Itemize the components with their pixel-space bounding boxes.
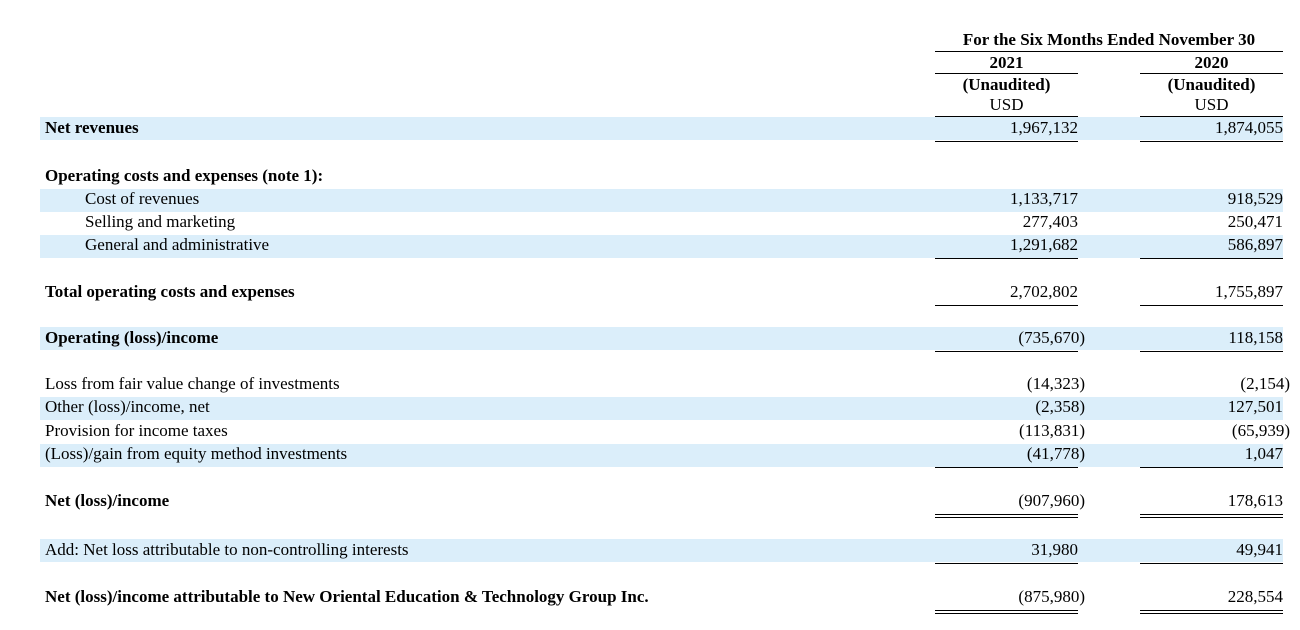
col2-year: 2020 <box>1194 53 1229 72</box>
net-income-rule-2b <box>1140 517 1283 518</box>
fair-value-loss-2021: (14,323) <box>1026 374 1085 393</box>
fair-value-loss-2020: (2,154) <box>1240 374 1290 393</box>
col2-currency: USD <box>1194 95 1229 114</box>
total-opex-rule-2 <box>1140 305 1283 306</box>
net-revenues-rule-1 <box>935 141 1078 142</box>
net-revenues-label: Net revenues <box>45 118 139 137</box>
nci-rule-1 <box>935 563 1078 564</box>
net-revenues-rule-2 <box>1140 141 1283 142</box>
total-opex-label: Total operating costs and expenses <box>45 282 295 301</box>
equity-method-2020: 1,047 <box>1244 444 1283 463</box>
general-admin-2021: 1,291,682 <box>1010 235 1078 254</box>
selling-marketing-label: Selling and marketing <box>85 212 236 231</box>
total-opex-rule-1 <box>935 305 1078 306</box>
nci-2021: 31,980 <box>1031 540 1078 559</box>
net-attrib-rule-2b <box>1140 613 1283 614</box>
general-admin-2020: 586,897 <box>1227 235 1283 254</box>
band-net-revenues <box>40 117 1283 140</box>
net-income-rule-1b <box>935 517 1078 518</box>
period-title: For the Six Months Ended November 30 <box>962 30 1256 49</box>
period-title-underline <box>935 51 1283 52</box>
col2-audit: (Unaudited) <box>1167 75 1256 94</box>
net-attrib-rule-1b <box>935 613 1078 614</box>
equity-method-2021: (41,778) <box>1026 444 1085 463</box>
cost-of-revenues-2020: 918,529 <box>1227 189 1283 208</box>
other-income-label: Other (loss)/income, net <box>45 397 210 416</box>
col1-header-underline <box>935 116 1078 117</box>
net-income-2020: 178,613 <box>1227 491 1283 510</box>
operating-income-label: Operating (loss)/income <box>45 328 219 347</box>
net-income-rule-2a <box>1140 514 1283 515</box>
net-attrib-rule-1a <box>935 610 1078 611</box>
net-revenues-2020: 1,874,055 <box>1215 118 1283 137</box>
equity-method-rule-1 <box>935 467 1078 468</box>
operating-income-2020: 118,158 <box>1228 328 1283 347</box>
nci-rule-2 <box>1140 563 1283 564</box>
col2-header-underline <box>1140 116 1283 117</box>
operating-income-rule-1 <box>935 351 1078 352</box>
income-taxes-label: Provision for income taxes <box>45 421 228 440</box>
total-opex-2021: 2,702,802 <box>1010 282 1078 301</box>
cost-of-revenues-label: Cost of revenues <box>85 189 200 208</box>
net-revenues-2021: 1,967,132 <box>1010 118 1078 137</box>
net-attrib-2020: 228,554 <box>1227 587 1283 606</box>
other-income-2020: 127,501 <box>1227 397 1283 416</box>
net-attrib-label: Net (loss)/income attributable to New Oriental Education & Technology Group Inc. <box>45 587 649 606</box>
cost-of-revenues-2021: 1,133,717 <box>1010 189 1078 208</box>
col1-audit: (Unaudited) <box>962 75 1051 94</box>
general-admin-rule-2 <box>1140 258 1283 259</box>
general-admin-label: General and administrative <box>85 235 270 254</box>
col2-year-underline <box>1140 73 1283 74</box>
col1-year: 2021 <box>989 53 1024 72</box>
col1-year-underline <box>935 73 1078 74</box>
total-opex-2020: 1,755,897 <box>1215 282 1283 301</box>
general-admin-rule-1 <box>935 258 1078 259</box>
selling-marketing-2020: 250,471 <box>1227 212 1283 231</box>
net-attrib-2021: (875,980) <box>1018 587 1085 606</box>
income-taxes-2020: (65,939) <box>1231 421 1290 440</box>
band-operating-income <box>40 327 1283 350</box>
operating-income-rule-2 <box>1140 351 1283 352</box>
other-income-2021: (2,358) <box>1035 397 1085 416</box>
opex-heading: Operating costs and expenses (note 1): <box>45 166 324 185</box>
equity-method-label: (Loss)/gain from equity method investments <box>45 444 348 463</box>
income-taxes-2021: (113,831) <box>1019 421 1085 440</box>
col1-currency: USD <box>989 95 1024 114</box>
net-income-2021: (907,960) <box>1018 491 1085 510</box>
net-attrib-rule-2a <box>1140 610 1283 611</box>
band-cost-of-revenues <box>40 189 1283 212</box>
nci-2020: 49,941 <box>1236 540 1283 559</box>
operating-income-2021: (735,670) <box>1018 328 1085 347</box>
nci-label: Add: Net loss attributable to non-controlling interests <box>45 540 409 559</box>
fair-value-loss-label: Loss from fair value change of investments <box>45 374 340 393</box>
net-income-label: Net (loss)/income <box>45 491 170 510</box>
band-other-income <box>40 397 1283 420</box>
selling-marketing-2021: 277,403 <box>1022 212 1078 231</box>
equity-method-rule-2 <box>1140 467 1283 468</box>
net-income-rule-1a <box>935 514 1078 515</box>
